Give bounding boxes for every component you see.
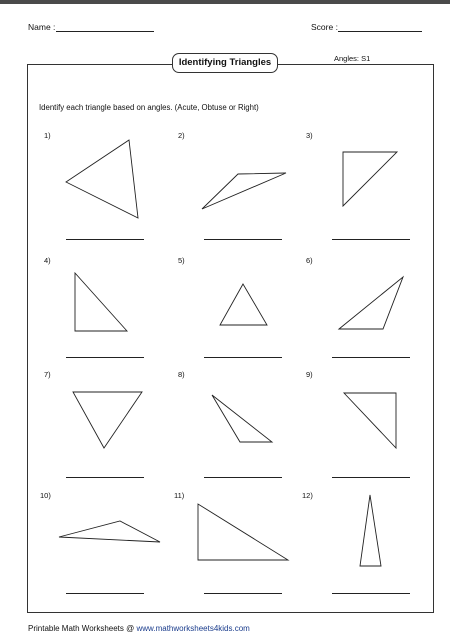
instructions: Identify each triangle based on angles. (Acute, Obtuse or Right) — [39, 103, 259, 112]
answer-line[interactable] — [332, 239, 410, 240]
worksheet-title: Identifying Triangles — [172, 53, 278, 73]
problem-number: 2) — [178, 131, 185, 140]
problem-number: 6) — [306, 256, 313, 265]
answer-line[interactable] — [204, 239, 282, 240]
problem-number: 8) — [178, 370, 185, 379]
triangle-5 — [220, 284, 267, 325]
problem-number: 7) — [44, 370, 51, 379]
triangle-2 — [202, 173, 286, 209]
answer-line[interactable] — [66, 239, 144, 240]
footer — [28, 624, 250, 633]
footer-link[interactable]: www.mathworksheets4kids.com — [136, 624, 250, 633]
answer-line[interactable] — [204, 357, 282, 358]
triangle-7 — [73, 392, 142, 448]
answer-line[interactable] — [66, 593, 144, 594]
problem-number: 3) — [306, 131, 313, 140]
problem-number: 1) — [44, 131, 51, 140]
worksheet-code: Angles: S1 — [334, 54, 371, 63]
answer-line[interactable] — [204, 593, 282, 594]
answer-line[interactable] — [66, 477, 144, 478]
problem-number: 11) — [174, 491, 185, 500]
answer-line[interactable] — [332, 357, 410, 358]
answer-line[interactable] — [204, 477, 282, 478]
triangle-11 — [198, 504, 288, 560]
problem-number: 4) — [44, 256, 51, 265]
answer-line[interactable] — [66, 357, 144, 358]
triangle-4 — [75, 273, 127, 331]
problem-number: 9) — [306, 370, 313, 379]
footer-prefix: Printable Math Worksheets @ — [28, 624, 137, 633]
problem-number: 5) — [178, 256, 185, 265]
answer-line[interactable] — [332, 593, 410, 594]
name-label: Name : — [28, 22, 56, 32]
triangle-12 — [360, 495, 381, 566]
triangle-1 — [66, 140, 138, 218]
triangle-6 — [339, 277, 403, 329]
triangle-9 — [344, 393, 396, 448]
problem-number: 12) — [302, 491, 313, 500]
score-label: Score : — [311, 22, 338, 32]
triangle-8 — [212, 395, 272, 442]
triangle-3 — [343, 152, 397, 206]
triangle-10 — [59, 521, 160, 542]
answer-line[interactable] — [332, 477, 410, 478]
problem-number: 10) — [40, 491, 51, 500]
